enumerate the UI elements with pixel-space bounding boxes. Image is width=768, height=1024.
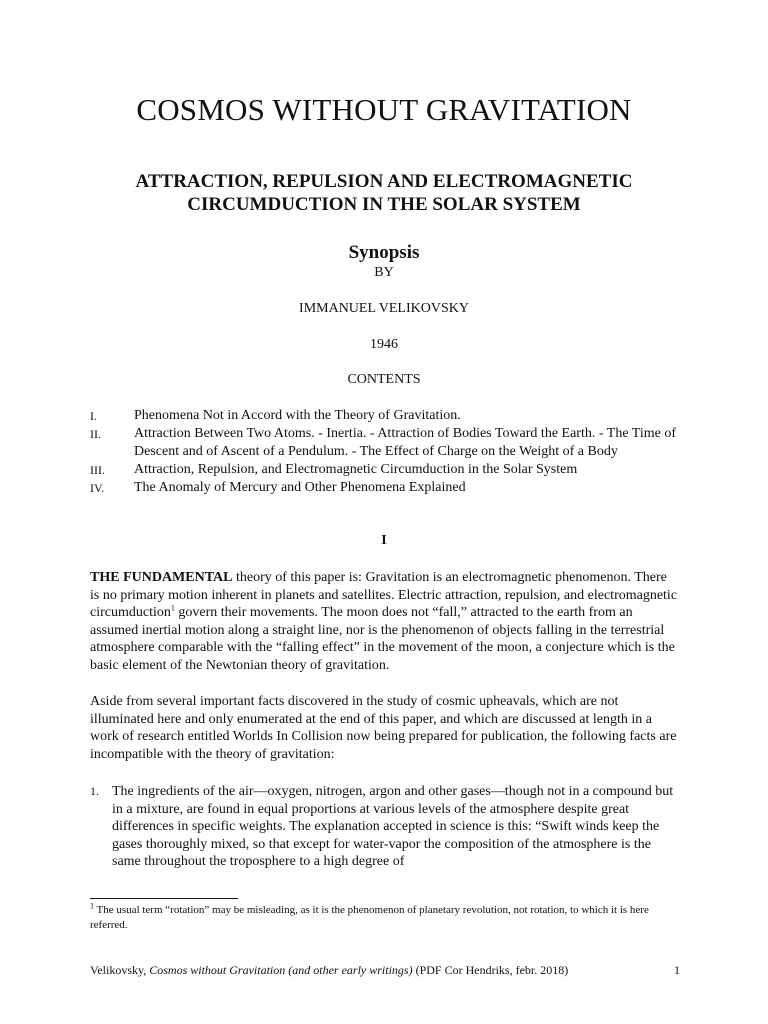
paragraph-1: [90, 569, 678, 675]
contents-item-number: IV.: [90, 481, 105, 495]
paragraph-1-text-a: theory of this paper is: Gravitation is an electromagnetic phenomenon. There is no primary motion inherent in planets and satellites. Electric attraction, repulsion, and electromagnetic circumduction: [90, 570, 678, 621]
contents-heading: CONTENTS: [347, 372, 421, 387]
contents-item: [90, 461, 690, 479]
contents-item-number: I.: [90, 409, 97, 423]
contents-item-number: II.: [90, 427, 101, 441]
document-title: COSMOS WITHOUT GRAVITATION: [136, 92, 632, 127]
contents-item: [90, 425, 690, 461]
contents-item: [90, 479, 690, 497]
page-number: 1: [674, 963, 680, 977]
author-name: IMMANUEL VELIKOVSKY: [299, 301, 469, 316]
footnote: [90, 903, 680, 932]
footnote-text: The usual term “rotation” may be misleading, as it is the phenomenon of planetary revolution, not rotation, to which it is here referred.: [90, 904, 649, 931]
footnote-divider: [90, 898, 238, 899]
contents-item: [90, 407, 690, 425]
footer-source: (PDF Cor Hendriks, febr. 2018): [412, 963, 569, 977]
contents-item-number: III.: [90, 463, 105, 477]
contents-item-text: The Anomaly of Mercury and Other Phenomena Explained: [134, 480, 466, 495]
subtitle-line-1: ATTRACTION, REPULSION AND ELECTROMAGNETIC: [135, 171, 633, 192]
paragraph-1-text-b: govern their movements. The moon does not “fall,” attracted to the earth from an assumed inertial motion along a straight line, nor is the phenomenon of objects falling in the terrestrial atmosphere comparable with the “falling effect” in the movement of the moon, a conjecture which is the basic element of the Newtonian theory of gravitation.: [90, 605, 675, 673]
contents-item-text: Phenomena Not in Accord with the Theory of Gravitation.: [134, 408, 461, 423]
list-item-text: The ingredients of the air—oxygen, nitrogen, argon and other gases—though not in a compound but in a mixture, are found in equal proportions at various levels of the atmosphere despite great differences in specific weights. The explanation accepted in science is this: “Swift winds keep the gases thoroughly mixed, so that except for water-vapor the composition of the atmosphere is the same throughout the troposphere to a high degree of: [112, 784, 674, 870]
list-item-number: 1.: [90, 784, 99, 798]
by-line: BY: [374, 265, 394, 280]
paragraph-2: Aside from several important facts discovered in the study of cosmic upheavals, which are not illuminated here and only enumerated at the end of this paper, and which are discussed at length in a work of research entitled Worlds In Collision now being prepared for publication, the following facts are incompatible with the theory of gravitation:: [90, 694, 677, 762]
publication-year: 1946: [370, 337, 398, 352]
subtitle-line-2: CIRCUMDUCTION IN THE SOLAR SYSTEM: [187, 194, 581, 215]
footer-author: Velikovsky,: [90, 963, 150, 977]
paragraph-1-lead: THE FUNDAMENTAL: [90, 570, 233, 585]
table-of-contents: [90, 407, 690, 497]
contents-item-text: Attraction Between Two Atoms. - Inertia. - Attraction of Bodies Toward the Earth. - The Time of Descent and of Ascent of a Pendulum. - The Effect of Charge on the Weight of a Body: [134, 426, 676, 459]
document-subtitle: [100, 170, 668, 216]
synopsis-heading: Synopsis: [348, 242, 420, 263]
contents-item-text: Attraction, Repulsion, and Electromagnetic Circumduction in the Solar System: [134, 462, 578, 477]
footer-title: Cosmos without Gravitation (and other early writings): [149, 963, 413, 977]
footnote-marker: 1: [170, 603, 175, 613]
footnote-number: 1: [90, 901, 94, 911]
page-footer: [90, 962, 680, 978]
numbered-list-item: [90, 783, 680, 871]
section-heading: I: [381, 533, 387, 548]
